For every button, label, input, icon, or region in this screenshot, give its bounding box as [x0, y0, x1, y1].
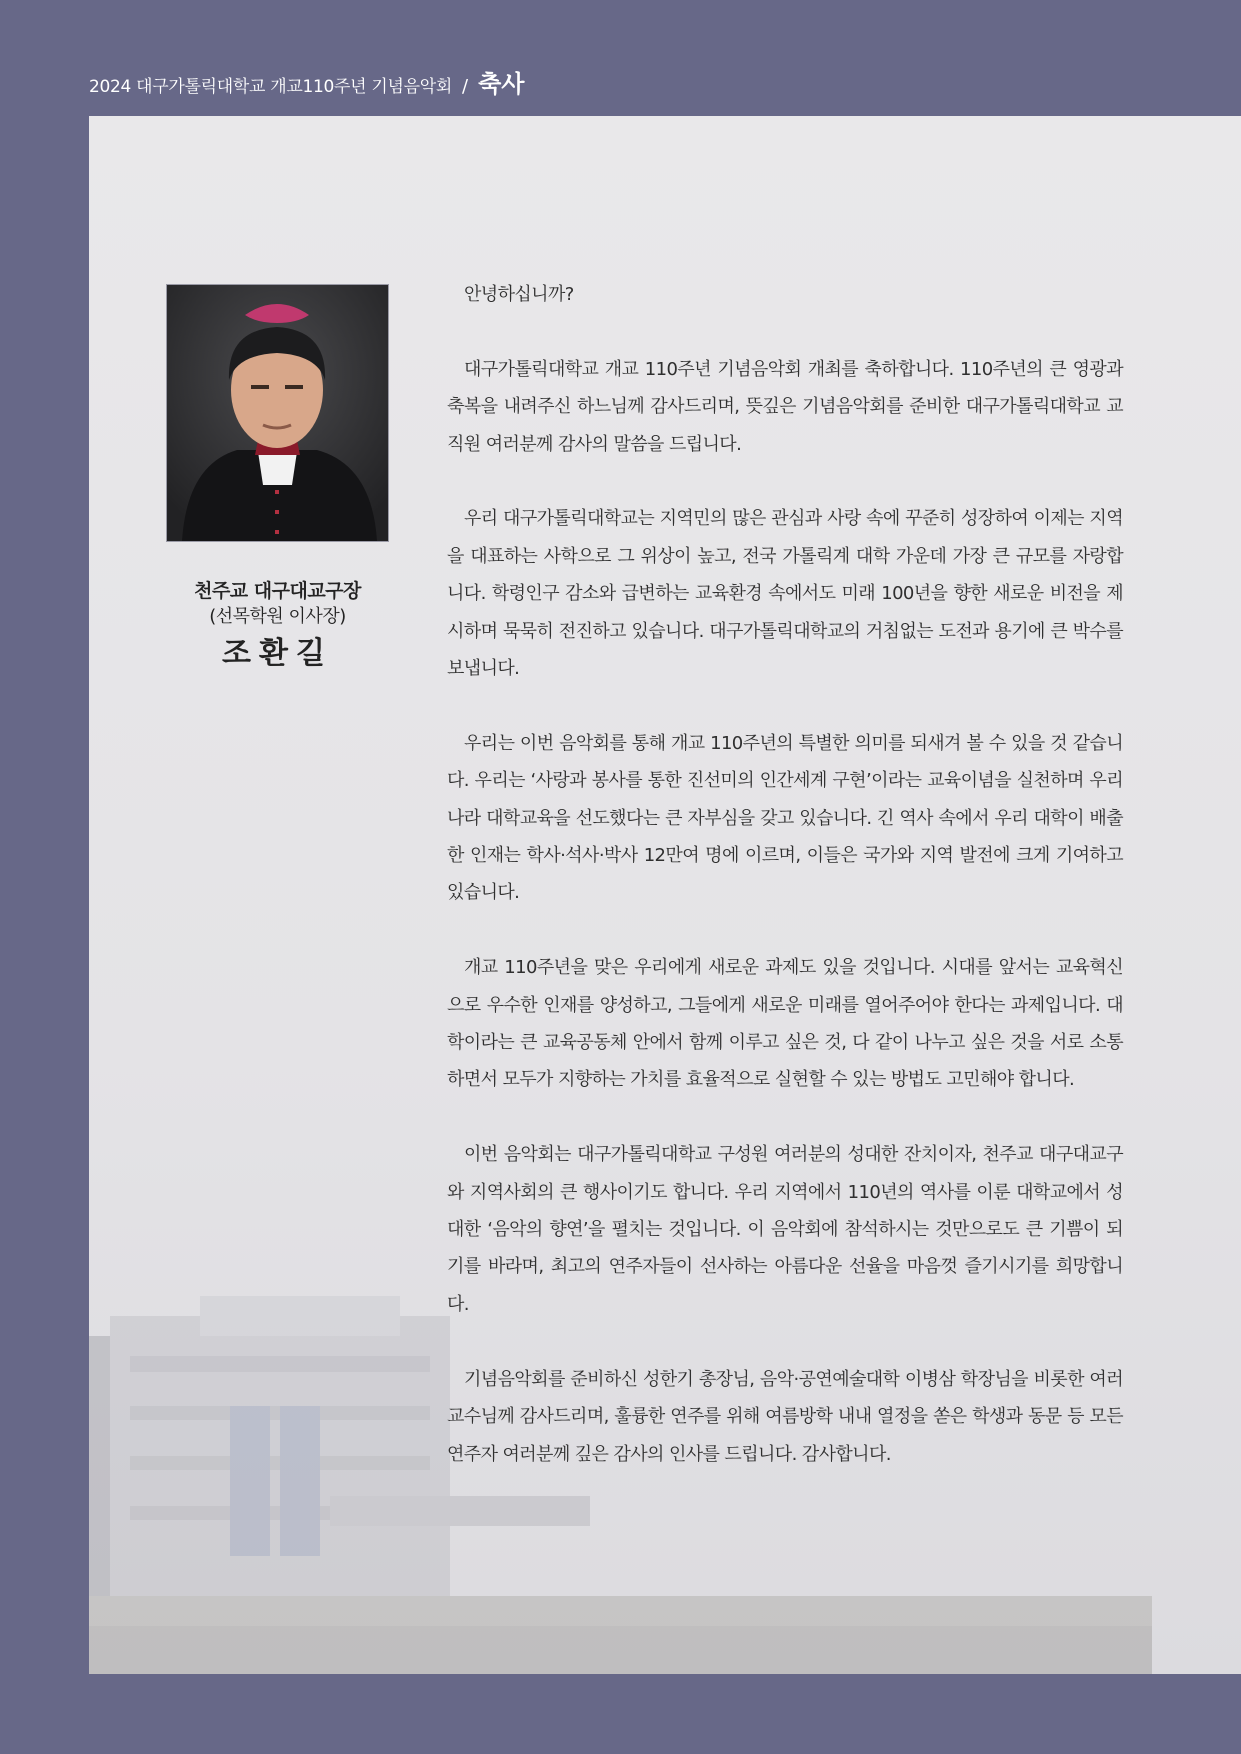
- header-separator: /: [462, 76, 469, 97]
- letter-paragraph: 기념음악회를 준비하신 성한기 총장님, 음악·공연예술대학 이병삼 학장님을 비롯한 여러 교수님께 감사드리며, 훌륭한 연주를 위해 여름방학 내내 열정을 쏟은 학생과 동문 등 모든 연주자 여러분께 깊은 감사의 인사를 드립니다. 감사합니다.: [447, 1368, 1123, 1465]
- letter-paragraph: 개교 110주년을 맞은 우리에게 새로운 과제도 있을 것입니다. 시대를 앞서는 교육혁신으로 우수한 인재를 양성하고, 그들에게 새로운 미래를 열어주어야 한다는 과제입니다. 대학이라는 큰 교육공동체 안에서 함께 이루고 싶은 것, 다 같이 나누고 싶은 것을 서로 소통하면서 모두가 지향하는 가치를 효율적으로 실현할 수 있는 방법도 고민해야 합니다.: [447, 957, 1123, 1091]
- congratulatory-letter: [447, 276, 1123, 1473]
- letter-paragraph: 이번 음악회는 대구가톨릭대학교 구성원 여러분의 성대한 잔치이자, 천주교 대구대교구와 지역사회의 큰 행사이기도 합니다. 우리 지역에서 110년의 역사를 이룬 대학교에서 성대한 ‘음악의 향연’을 펼치는 것입니다. 이 음악회에 참석하시는 것만으로도 큰 기쁨이 되기를 바라며, 최고의 연주자들이 선사하는 아름다운 선율을 마음껏 즐기시기를 희망합니다.: [447, 1144, 1123, 1315]
- author-organization: (선목학원 이사장): [209, 606, 346, 627]
- section-title: 축사: [478, 70, 525, 98]
- author-name: 조환길: [222, 636, 333, 671]
- footer-band: [0, 1674, 1241, 1754]
- event-title: 2024 대구가톨릭대학교 개교110주년 기념음악회: [89, 77, 452, 97]
- portrait-photo: [166, 284, 389, 542]
- letter-paragraph: 대구가톨릭대학교 개교 110주년 기념음악회 개최를 축하합니다. 110주년의 큰 영광과 축복을 내려주신 하느님께 감사드리며, 뜻깊은 기념음악회를 준비한 대구가톨릭대학교 교직원 여러분께 감사의 말씀을 드립니다.: [447, 358, 1123, 455]
- author-caption: [166, 578, 389, 676]
- author-title: 천주교 대구대교구장: [194, 580, 361, 602]
- letter-paragraph: 우리는 이번 음악회를 통해 개교 110주년의 특별한 의미를 되새겨 볼 수 있을 것 같습니다. 우리는 ‘사랑과 봉사를 통한 진선미의 인간세계 구현’이라는 교육이념을 실천하며 우리나라 대학교육을 선도했다는 큰 자부심을 갖고 있습니다. 긴 역사 속에서 우리 대학이 배출한 인재는 학사·석사·박사 12만여 명에 이르며, 이들은 국가와 지역 발전에 크게 기여하고 있습니다.: [447, 732, 1123, 904]
- letter-paragraph: 안녕하십니까?: [464, 284, 574, 305]
- letter-paragraph: 우리 대구가톨릭대학교는 지역민의 많은 관심과 사랑 속에 꾸준히 성장하여 이제는 지역을 대표하는 사학으로 그 위상이 높고, 전국 가톨릭계 대학 가운데 가장 큰 규모를 자랑합니다. 학령인구 감소와 급변하는 교육환경 속에서도 미래 100년을 향한 새로운 비전을 제시하며 묵묵히 전진하고 있습니다. 대구가톨릭대학교의 거침없는 도전과 용기에 큰 박수를 보냅니다.: [447, 508, 1123, 680]
- page-header: [89, 64, 524, 99]
